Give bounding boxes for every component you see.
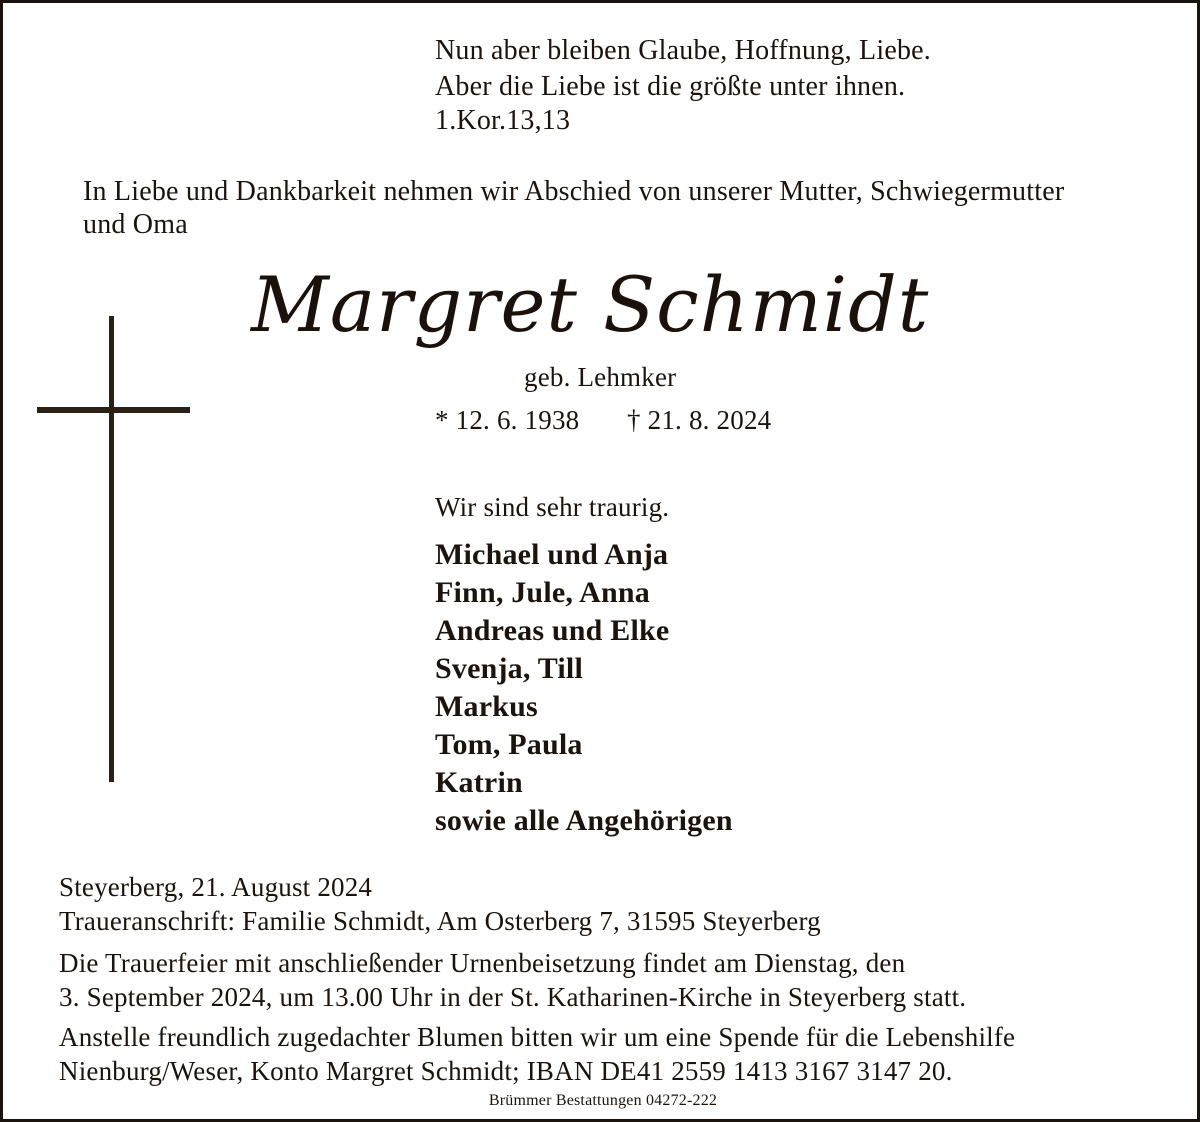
- intro-line-1: In Liebe und Dankbarkeit nehmen wir Abschied von unserer Mutter, Schwiegermutter: [83, 176, 1065, 207]
- donation-info-line-1: Anstelle freundlich zugedachter Blumen bitten wir um eine Spende für die Lebenshilfe: [59, 1022, 1016, 1052]
- ceremony-info-line-1: Die Trauerfeier mit anschließender Urnenbeisetzung findet am Dienstag, den: [59, 948, 906, 978]
- place-date: Steyerberg, 21. August 2024: [59, 872, 373, 902]
- mourner-line: Michael und Anja: [435, 538, 669, 571]
- mourner-line: Andreas und Elke: [435, 614, 670, 647]
- mourning-address: Traueranschrift: Familie Schmidt, Am Osterberg 7, 31595 Steyerberg: [59, 906, 821, 936]
- ceremony-info-line-2: 3. September 2024, um 13.00 Uhr in der St. Katharinen-Kirche in Steyerberg statt.: [59, 982, 967, 1012]
- verse-reference: 1.Kor.13,13: [435, 105, 571, 136]
- verse-line-2: Aber die Liebe ist die größte unter ihnen.: [435, 71, 906, 102]
- deceased-name: Margret Schmidt: [251, 260, 930, 349]
- verse-line-1: Nun aber bleiben Glaube, Hoffnung, Liebe.: [435, 35, 931, 66]
- mourner-line: Tom, Paula: [435, 728, 583, 761]
- intro-line-2: und Oma: [83, 209, 188, 240]
- mourner-line: Katrin: [435, 766, 523, 799]
- death-date: † 21. 8. 2024: [627, 405, 772, 435]
- mourner-line: Finn, Jule, Anna: [435, 576, 650, 609]
- donation-info-line-2: Nienburg/Weser, Konto Margret Schmidt; IBAN DE41 2559 1413 3167 3147 20.: [59, 1056, 953, 1086]
- mourner-line: Markus: [435, 690, 538, 723]
- latin-cross-icon: [109, 316, 114, 782]
- funeral-home-credit: Brümmer Bestattungen 04272-222: [488, 1092, 718, 1109]
- mourner-line: Svenja, Till: [435, 652, 584, 685]
- birth-date: * 12. 6. 1938: [435, 405, 580, 435]
- mourning-text: Wir sind sehr traurig.: [435, 492, 670, 522]
- maiden-name: geb. Lehmker: [524, 362, 677, 392]
- mourner-line: sowie alle Angehörigen: [435, 804, 733, 837]
- latin-cross-icon-bar: [37, 407, 190, 413]
